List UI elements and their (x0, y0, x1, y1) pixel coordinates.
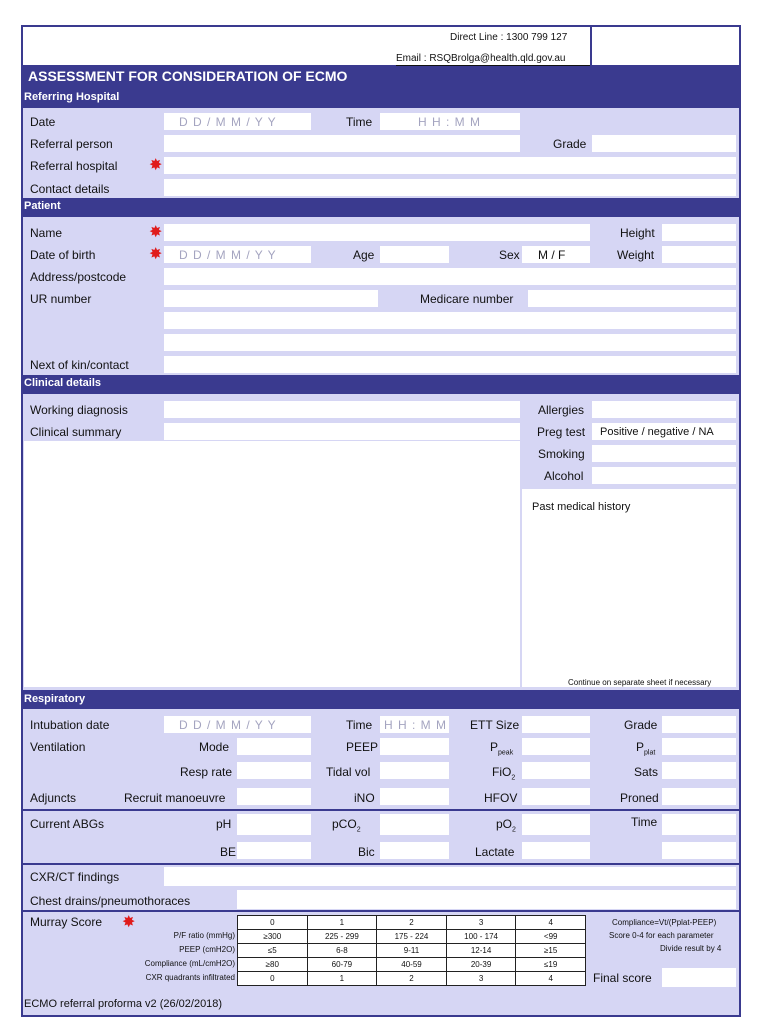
p-plat-label: $P_{plat}$ (636, 740, 656, 757)
contact-details-label: Contact details (30, 182, 110, 196)
cxr-field[interactable] (164, 867, 736, 886)
alcohol-field[interactable] (592, 467, 736, 484)
section-clinical: Clinical details (24, 377, 102, 389)
next-of-kin-field[interactable] (164, 356, 736, 373)
section-patient: Patient (24, 200, 61, 212)
peep-label: PEEP (346, 740, 379, 754)
abg-time-label: Time (631, 815, 658, 829)
murray-cell: ≤19 (516, 958, 586, 972)
smoking-label: Smoking (538, 447, 585, 461)
tidal-vol-field[interactable] (380, 762, 449, 779)
bic-field[interactable] (380, 842, 449, 859)
preg-test-label: Preg test (537, 425, 586, 439)
peep-field[interactable] (380, 738, 449, 755)
hfov-label: HFOV (484, 791, 518, 805)
murray-cell: <99 (516, 930, 586, 944)
murray-cell: ≥15 (516, 944, 586, 958)
address-label: Address/postcode (30, 270, 127, 284)
proned-label: Proned (620, 791, 659, 805)
referral-person-field[interactable] (164, 135, 520, 152)
chest-drains-field[interactable] (237, 890, 736, 909)
murray-cell: 225 - 299 (307, 930, 377, 944)
murray-cell: 175 - 224 (377, 930, 447, 944)
email[interactable]: Email : RSQBrolga@health.qld.gov.au (396, 53, 566, 64)
murray-score-label: Murray Score (30, 915, 103, 929)
section-clinical-band (21, 375, 741, 394)
resp-rate-label: Resp rate (180, 765, 233, 779)
murray-cell: 1 (307, 916, 377, 930)
fio2-label: FiO$_2$ (492, 765, 516, 782)
murray-cxr-row (238, 972, 586, 986)
date-label: Date (30, 115, 56, 129)
abg-time-field[interactable] (662, 814, 736, 835)
grade-field[interactable] (592, 135, 736, 152)
sats-label: Sats (634, 765, 659, 779)
intubation-time-label: Time (346, 718, 373, 732)
cxr-label: CXR/CT findings (30, 870, 120, 884)
be-label: BE (220, 845, 237, 859)
intubation-date-label: Intubation date (30, 718, 110, 732)
age-field[interactable] (380, 246, 449, 263)
dob-label: Date of birth (30, 248, 96, 262)
murray-cell: 0 (238, 972, 308, 986)
murray-pf-row (238, 930, 586, 944)
address-extra-field-1[interactable] (164, 312, 736, 329)
address-field[interactable] (164, 268, 736, 285)
murray-divider (21, 910, 741, 912)
current-abgs-label: Current ABGs (30, 817, 105, 831)
fio2-field[interactable] (522, 762, 590, 779)
sats-field[interactable] (662, 762, 736, 779)
murray-cell: 9-11 (377, 944, 447, 958)
next-of-kin-label: Next of kin/contact (30, 358, 129, 372)
ph-field[interactable] (237, 814, 311, 835)
section-patient-band (21, 198, 741, 217)
be-field[interactable] (237, 842, 311, 859)
section-referring-band (21, 89, 741, 108)
murray-row-label: P/F ratio (mmHg) (173, 931, 235, 940)
header-divider (590, 25, 592, 67)
murray-cell: 3 (446, 972, 516, 986)
murray-cell: ≤5 (238, 944, 308, 958)
name-label: Name (30, 226, 63, 240)
recruit-label: Recruit manoeuvre (124, 791, 226, 805)
medicare-label: Medicare number (420, 292, 514, 306)
resp-rate-field[interactable] (237, 762, 311, 779)
date-placeholder: D D / M M / Y Y (179, 115, 277, 129)
adjuncts-label: Adjuncts (30, 791, 77, 805)
time-label: Time (346, 115, 373, 129)
murray-note-compliance: Compliance=Vt/(Pplat-PEEP) (612, 918, 717, 927)
direct-line: Direct Line : 1300 799 127 (450, 32, 568, 43)
dob-placeholder: D D / M M / Y Y (179, 248, 277, 262)
p-peak-field[interactable] (522, 738, 590, 755)
working-diagnosis-field[interactable] (164, 401, 520, 418)
ino-field[interactable] (380, 788, 449, 805)
p-peak-label: $P_{peak}$ (490, 740, 514, 757)
final-score-label: Final score (593, 971, 652, 985)
abgs-divider (21, 809, 741, 811)
address-extra-field-2[interactable] (164, 334, 736, 351)
murray-row-label: CXR quadrants infiltrated (145, 973, 235, 982)
contact-details-field[interactable] (164, 179, 736, 196)
murray-cell: ≥300 (238, 930, 308, 944)
required-star-icon: ✸ (149, 157, 163, 174)
ett-size-field[interactable] (522, 716, 590, 733)
cxr-divider (21, 863, 741, 865)
alcohol-label: Alcohol (544, 469, 584, 483)
past-medical-history-label: Past medical history (532, 501, 631, 513)
clinical-summary-label: Clinical summary (30, 425, 122, 439)
hfov-field[interactable] (522, 788, 590, 805)
murray-cell: 3 (446, 916, 516, 930)
murray-cell: 4 (516, 916, 586, 930)
past-medical-history-box[interactable] (522, 489, 736, 687)
murray-cell: 4 (516, 972, 586, 986)
murray-row-label: PEEP (cmH2O) (179, 945, 235, 954)
murray-cell: 60-79 (307, 958, 377, 972)
section-respiratory: Respiratory (24, 693, 86, 705)
working-diagnosis-label: Working diagnosis (30, 403, 128, 417)
sex-options: M / F (538, 248, 566, 262)
murray-row-label: Compliance (mL/cmH2O) (144, 959, 235, 968)
murray-cell: 6-8 (307, 944, 377, 958)
ino-label: iNO (354, 791, 375, 805)
pco2-label: pCO$_2$ (332, 817, 361, 834)
smoking-field[interactable] (592, 445, 736, 462)
name-field[interactable] (164, 224, 590, 241)
murray-cell: 1 (307, 972, 377, 986)
mode-label: Mode (199, 740, 230, 754)
ett-size-label: ETT Size (470, 718, 520, 732)
clinical-summary-box[interactable] (24, 441, 520, 687)
resp-grade-label: Grade (624, 718, 658, 732)
final-score-field[interactable] (662, 968, 736, 987)
resp-grade-field[interactable] (662, 716, 736, 733)
height-field[interactable] (662, 224, 736, 241)
footer-version: ECMO referral proforma v2 (26/02/2018) (24, 998, 223, 1010)
intubation-time-placeholder: H H : M M (384, 718, 447, 732)
murray-compliance-row (238, 958, 586, 972)
murray-note-score: Score 0-4 for each parameter (609, 931, 714, 940)
murray-cell: 20-39 (446, 958, 516, 972)
bic-label: Bic (358, 845, 375, 859)
recruit-field[interactable] (237, 788, 311, 805)
sex-label: Sex (499, 248, 520, 262)
murray-cell: 0 (238, 916, 308, 930)
height-label: Height (620, 226, 655, 240)
allergies-field[interactable] (592, 401, 736, 418)
preg-test-options: Positive / negative / NA (600, 426, 714, 438)
required-star-icon: ✸ (149, 224, 163, 241)
proned-field[interactable] (662, 788, 736, 805)
murray-cell: 12-14 (446, 944, 516, 958)
header-box (21, 25, 741, 67)
intubation-date-placeholder: D D / M M / Y Y (179, 718, 277, 732)
murray-score-table (237, 915, 586, 986)
required-star-icon: ✸ (122, 914, 136, 931)
referral-person-label: Referral person (30, 137, 113, 151)
weight-field[interactable] (662, 246, 736, 263)
age-label: Age (353, 248, 375, 262)
p-plat-field[interactable] (662, 738, 736, 755)
ur-field[interactable] (164, 290, 378, 307)
chest-drains-label: Chest drains/pneumothoraces (30, 894, 191, 908)
time-placeholder: H H : M M (418, 115, 481, 129)
murray-cell: 2 (377, 972, 447, 986)
mode-field[interactable] (237, 738, 311, 755)
po2-field[interactable] (522, 814, 590, 835)
pco2-field[interactable] (380, 814, 449, 835)
murray-cell: 100 - 174 (446, 930, 516, 944)
lactate-field[interactable] (522, 842, 590, 859)
section-referring-hospital: Referring Hospital (24, 91, 120, 103)
abg-extra-field[interactable] (662, 842, 736, 859)
continue-note: Continue on separate sheet if necessary (568, 678, 712, 687)
lactate-label: Lactate (475, 845, 515, 859)
referral-hospital-field[interactable] (164, 157, 736, 174)
required-star-icon: ✸ (149, 246, 163, 263)
clinical-summary-field[interactable] (164, 423, 520, 440)
section-respiratory-band (21, 690, 741, 709)
ur-label: UR number (30, 292, 92, 306)
grade-label: Grade (553, 137, 587, 151)
ventilation-label: Ventilation (30, 740, 86, 754)
po2-label: $pO_2$ (496, 817, 516, 834)
weight-label: Weight (617, 248, 655, 262)
murray-note-divide: Divide result by 4 (660, 944, 722, 953)
medicare-field[interactable] (528, 290, 736, 307)
murray-header-row (238, 916, 586, 930)
tidal-vol-label: Tidal vol (326, 765, 371, 779)
allergies-label: Allergies (538, 403, 585, 417)
email-underline (396, 65, 590, 66)
murray-cell: 2 (377, 916, 447, 930)
ph-label: pH (216, 817, 232, 831)
referral-hospital-label: Referral hospital (30, 159, 118, 173)
murray-cell: 40-59 (377, 958, 447, 972)
murray-peep-row (238, 944, 586, 958)
page-title: ASSESSMENT FOR CONSIDERATION OF ECMO (28, 68, 348, 84)
murray-cell: ≥80 (238, 958, 308, 972)
